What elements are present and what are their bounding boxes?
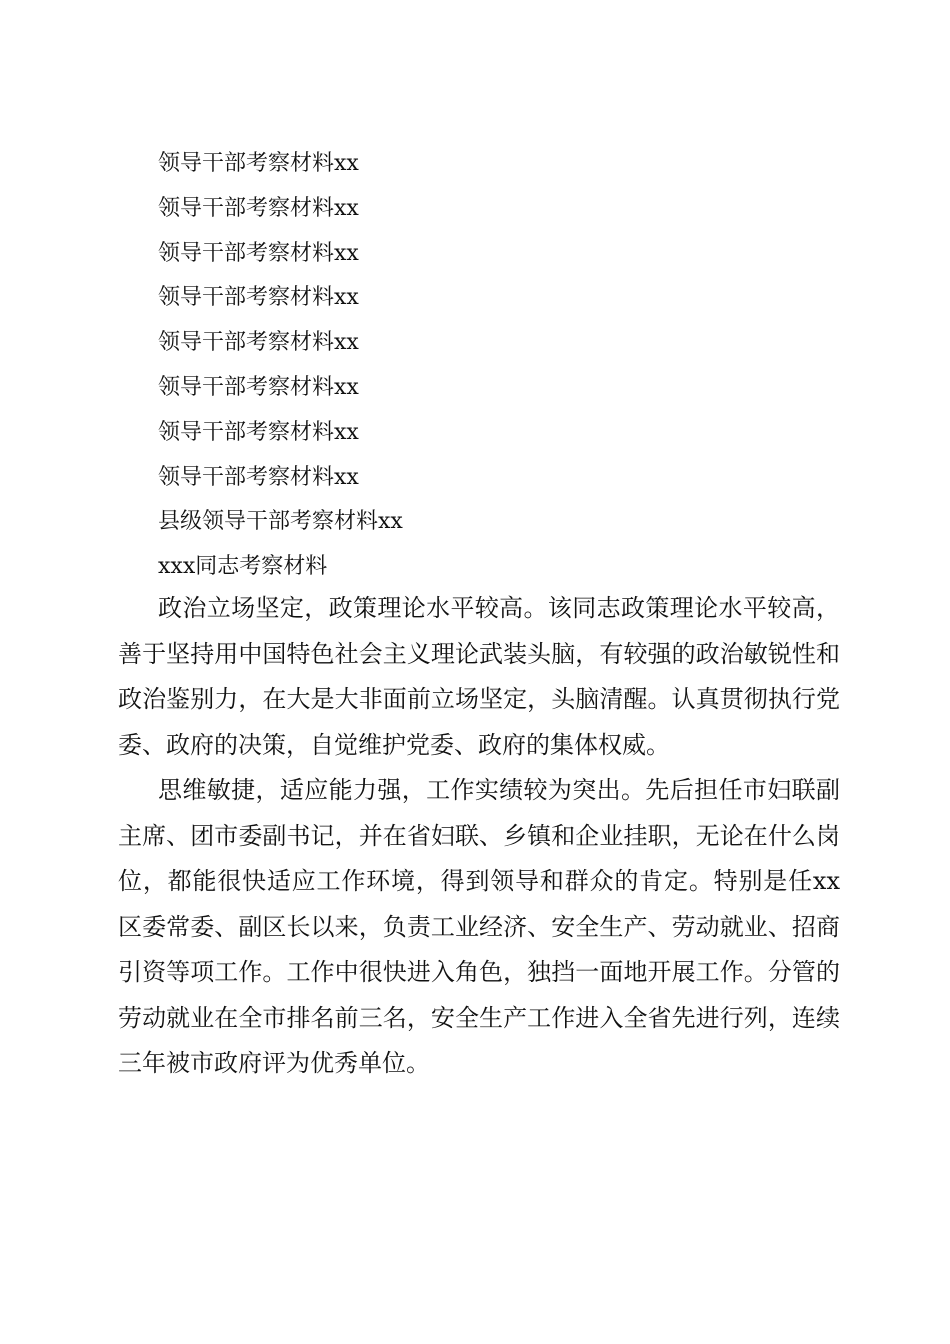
toc-item: 领导干部考察材料xx xyxy=(158,419,359,445)
toc-item: 领导干部考察材料xx xyxy=(158,151,359,176)
toc-item: 领导干部考察材料xx xyxy=(158,330,359,356)
toc-item: 县级领导干部考察材料xx xyxy=(158,509,403,535)
body-paragraph: 思维敏捷，适应能力强，工作实绩较为突出。先后担任市妇联副主席、团市委副书记，并在省妇联、乡镇和企业挂职，无论在什么岗位，都能很快适应工作环境，得到领导和群众的肯定。特别是任xx区委常委、副区长以来，负责工业经济、安全生产、劳动就业、招商引资等项工作。工作中很快进入角色，独挡一面地开展工作。分管的劳动就业在全市排名前三名，安全生产工作进入全省先进行列，连续三年被市政府评为优秀单位。 xyxy=(118,776,840,1077)
toc-item: 领导干部考察材料xx xyxy=(158,240,359,266)
toc-item: 领导干部考察材料xx xyxy=(158,464,359,490)
body-paragraph: 政治立场坚定，政策理论水平较高。该同志政策理论水平较高，善于坚持用中国特色社会主义理论武装头脑，有较强的政治敏锐性和政治鉴别力，在大是大非面前立场坚定，头脑清醒。认真贯彻执行党委、政府的决策，自觉维护党委、政府的集体权威。 xyxy=(118,594,840,759)
toc-item: xxx同志考察材料 xyxy=(158,554,328,580)
toc-item: 领导干部考察材料xx xyxy=(158,374,359,400)
toc-item: 领导干部考察材料xx xyxy=(158,195,359,221)
table-of-contents xyxy=(158,142,858,590)
document-body xyxy=(118,586,840,1087)
toc-item: 领导干部考察材料xx xyxy=(158,285,359,311)
